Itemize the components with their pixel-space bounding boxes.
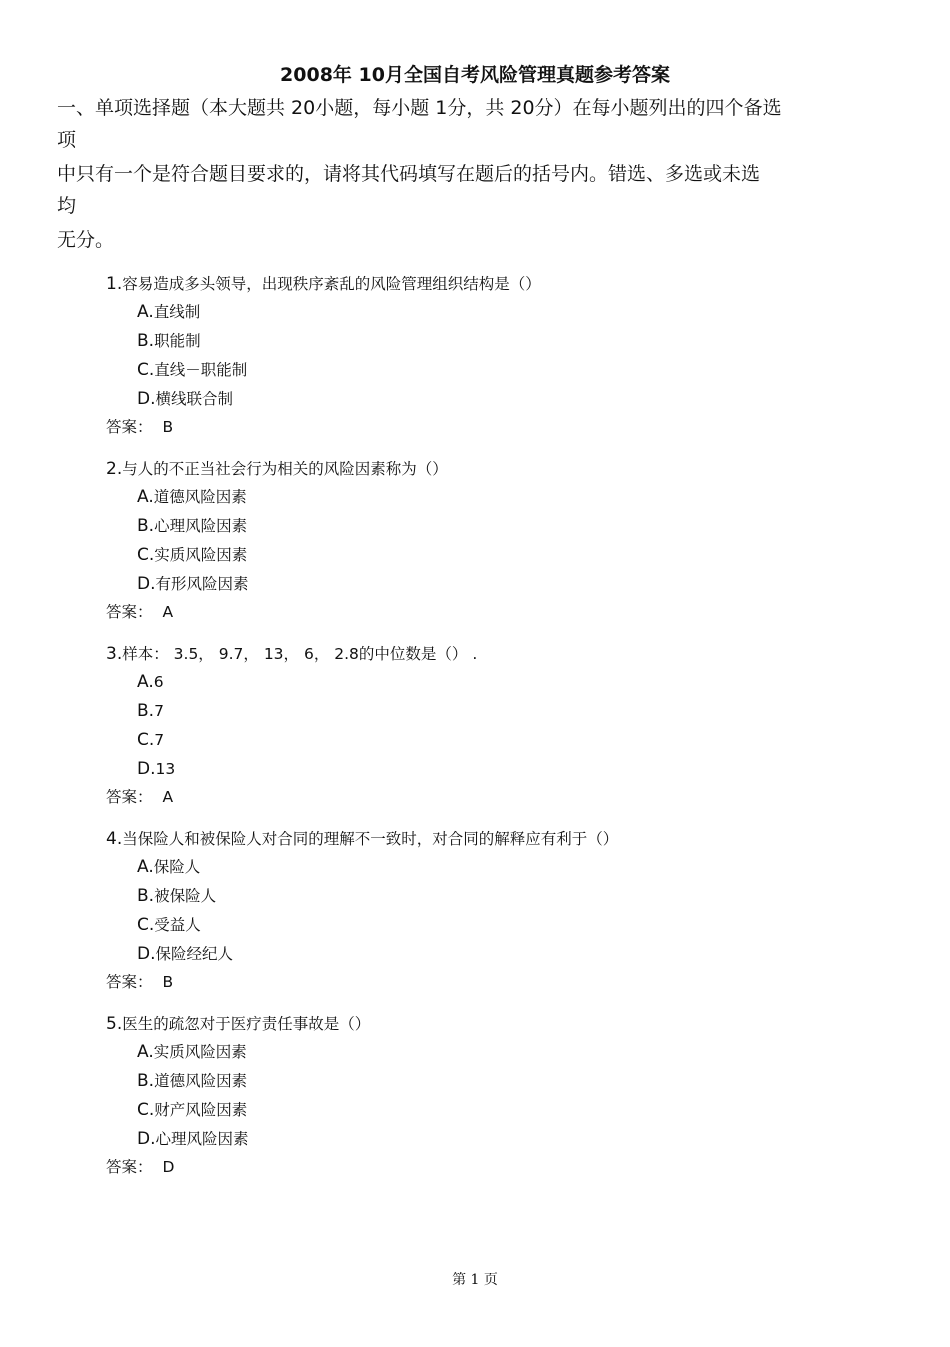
- answer-line: [106, 414, 886, 440]
- option-text: 受益人: [154, 916, 201, 934]
- question-list: [106, 270, 886, 1195]
- instruction-line-2: 项: [57, 129, 77, 151]
- option-text: 7: [154, 702, 164, 720]
- question-text: 当保险人和被保险人对合同的理解不一致时，对合同的解释应有利于（）: [122, 830, 619, 848]
- answer-value: A: [162, 788, 174, 806]
- option-c: [106, 726, 886, 755]
- answer-value: D: [162, 1158, 175, 1176]
- answer-label: 答案：: [106, 603, 153, 621]
- page-number-suffix: 页: [483, 1272, 498, 1288]
- option-text: 保险经纪人: [155, 945, 234, 963]
- section-instructions: [57, 92, 877, 256]
- option-d: [106, 940, 886, 969]
- option-letter: D.: [137, 1129, 156, 1149]
- question-stem: [106, 825, 886, 853]
- option-b: [106, 697, 886, 726]
- instruction-line-4: 均: [57, 195, 77, 217]
- option-a: [106, 1038, 886, 1067]
- option-letter: C.: [137, 360, 155, 380]
- option-text: 保险人: [153, 858, 201, 876]
- question-stem: [106, 640, 886, 668]
- option-a: [106, 298, 886, 327]
- option-text: 直线－职能制: [154, 361, 248, 379]
- question-number: 4.: [106, 829, 123, 849]
- option-letter: B.: [137, 516, 155, 536]
- answer-line: [106, 969, 886, 995]
- option-letter: A.: [137, 857, 154, 877]
- question-1: [106, 270, 886, 440]
- option-c: [106, 1096, 886, 1125]
- option-text: 有形风险因素: [155, 575, 249, 593]
- instruction-line-3: 中只有一个是符合题目要求的，请将其代码填写在题后的括号内。错选、多选或未选: [57, 163, 761, 185]
- page-number-prefix: 第: [452, 1272, 467, 1288]
- answer-label: 答案：: [106, 1158, 153, 1176]
- option-text: 职能制: [154, 332, 201, 350]
- document-title: 2008年 10月全国自考风险管理真题参考答案: [280, 64, 670, 86]
- option-letter: D.: [137, 574, 156, 594]
- question-text: 医生的疏忽对于医疗责任事故是（）: [122, 1015, 371, 1033]
- question-number: 1.: [106, 274, 123, 294]
- answer-label: 答案：: [106, 418, 153, 436]
- option-letter: B.: [137, 886, 155, 906]
- option-a: [106, 483, 886, 512]
- option-letter: C.: [137, 730, 155, 750]
- question-stem: [106, 1010, 886, 1038]
- option-letter: C.: [137, 915, 155, 935]
- option-text: 实质风险因素: [154, 546, 248, 564]
- option-letter: B.: [137, 1071, 155, 1091]
- option-letter: B.: [137, 331, 155, 351]
- option-d: [106, 755, 886, 784]
- instruction-line-1: 一、单项选择题（本大题共 20小题，每小题 1分，共 20分）在每小题列出的四个备选: [57, 97, 782, 119]
- option-c: [106, 356, 886, 385]
- option-text: 实质风险因素: [153, 1043, 247, 1061]
- question-number: 3.: [106, 644, 123, 664]
- answer-value: A: [162, 603, 174, 621]
- option-letter: A.: [137, 487, 154, 507]
- answer-value: B: [162, 418, 174, 436]
- option-d: [106, 570, 886, 599]
- answer-line: [106, 599, 886, 625]
- answer-line: [106, 784, 886, 810]
- page-number: 1: [470, 1272, 480, 1288]
- option-text: 心理风险因素: [155, 1130, 249, 1148]
- option-b: [106, 1067, 886, 1096]
- option-letter: A.: [137, 1042, 154, 1062]
- option-letter: C.: [137, 545, 155, 565]
- question-stem: [106, 270, 886, 298]
- option-b: [106, 512, 886, 541]
- option-text: 财产风险因素: [154, 1101, 248, 1119]
- option-b: [106, 882, 886, 911]
- option-text: 心理风险因素: [154, 517, 248, 535]
- option-text: 6: [153, 673, 164, 691]
- option-letter: D.: [137, 389, 156, 409]
- question-stem: [106, 455, 886, 483]
- question-text: 样本： 3.5， 9.7， 13， 6， 2.8的中位数是（） .: [122, 645, 478, 663]
- option-text: 13: [155, 760, 176, 778]
- option-text: 道德风险因素: [154, 1072, 248, 1090]
- option-letter: A.: [137, 672, 154, 692]
- question-3: [106, 640, 886, 810]
- option-text: 被保险人: [154, 887, 217, 905]
- answer-label: 答案：: [106, 788, 153, 806]
- option-a: [106, 853, 886, 882]
- option-letter: A.: [137, 302, 154, 322]
- option-text: 7: [154, 731, 165, 749]
- question-2: [106, 455, 886, 625]
- option-text: 道德风险因素: [153, 488, 247, 506]
- answer-label: 答案：: [106, 973, 153, 991]
- option-letter: D.: [137, 759, 156, 779]
- page-footer: [0, 1270, 950, 1290]
- question-5: [106, 1010, 886, 1180]
- option-c: [106, 911, 886, 940]
- option-c: [106, 541, 886, 570]
- option-letter: C.: [137, 1100, 155, 1120]
- option-d: [106, 385, 886, 414]
- answer-line: [106, 1154, 886, 1180]
- option-text: 横线联合制: [155, 390, 234, 408]
- answer-value: B: [162, 973, 174, 991]
- option-a: [106, 668, 886, 697]
- option-text: 直线制: [153, 303, 201, 321]
- instruction-line-5: 无分。: [57, 229, 115, 251]
- option-b: [106, 327, 886, 356]
- question-number: 5.: [106, 1014, 123, 1034]
- option-d: [106, 1125, 886, 1154]
- question-text: 容易造成多头领导，出现秩序紊乱的风险管理组织结构是（）: [122, 275, 541, 293]
- question-4: [106, 825, 886, 995]
- question-text: 与人的不正当社会行为相关的风险因素称为（）: [122, 460, 448, 478]
- option-letter: D.: [137, 944, 156, 964]
- question-number: 2.: [106, 459, 123, 479]
- option-letter: B.: [137, 701, 155, 721]
